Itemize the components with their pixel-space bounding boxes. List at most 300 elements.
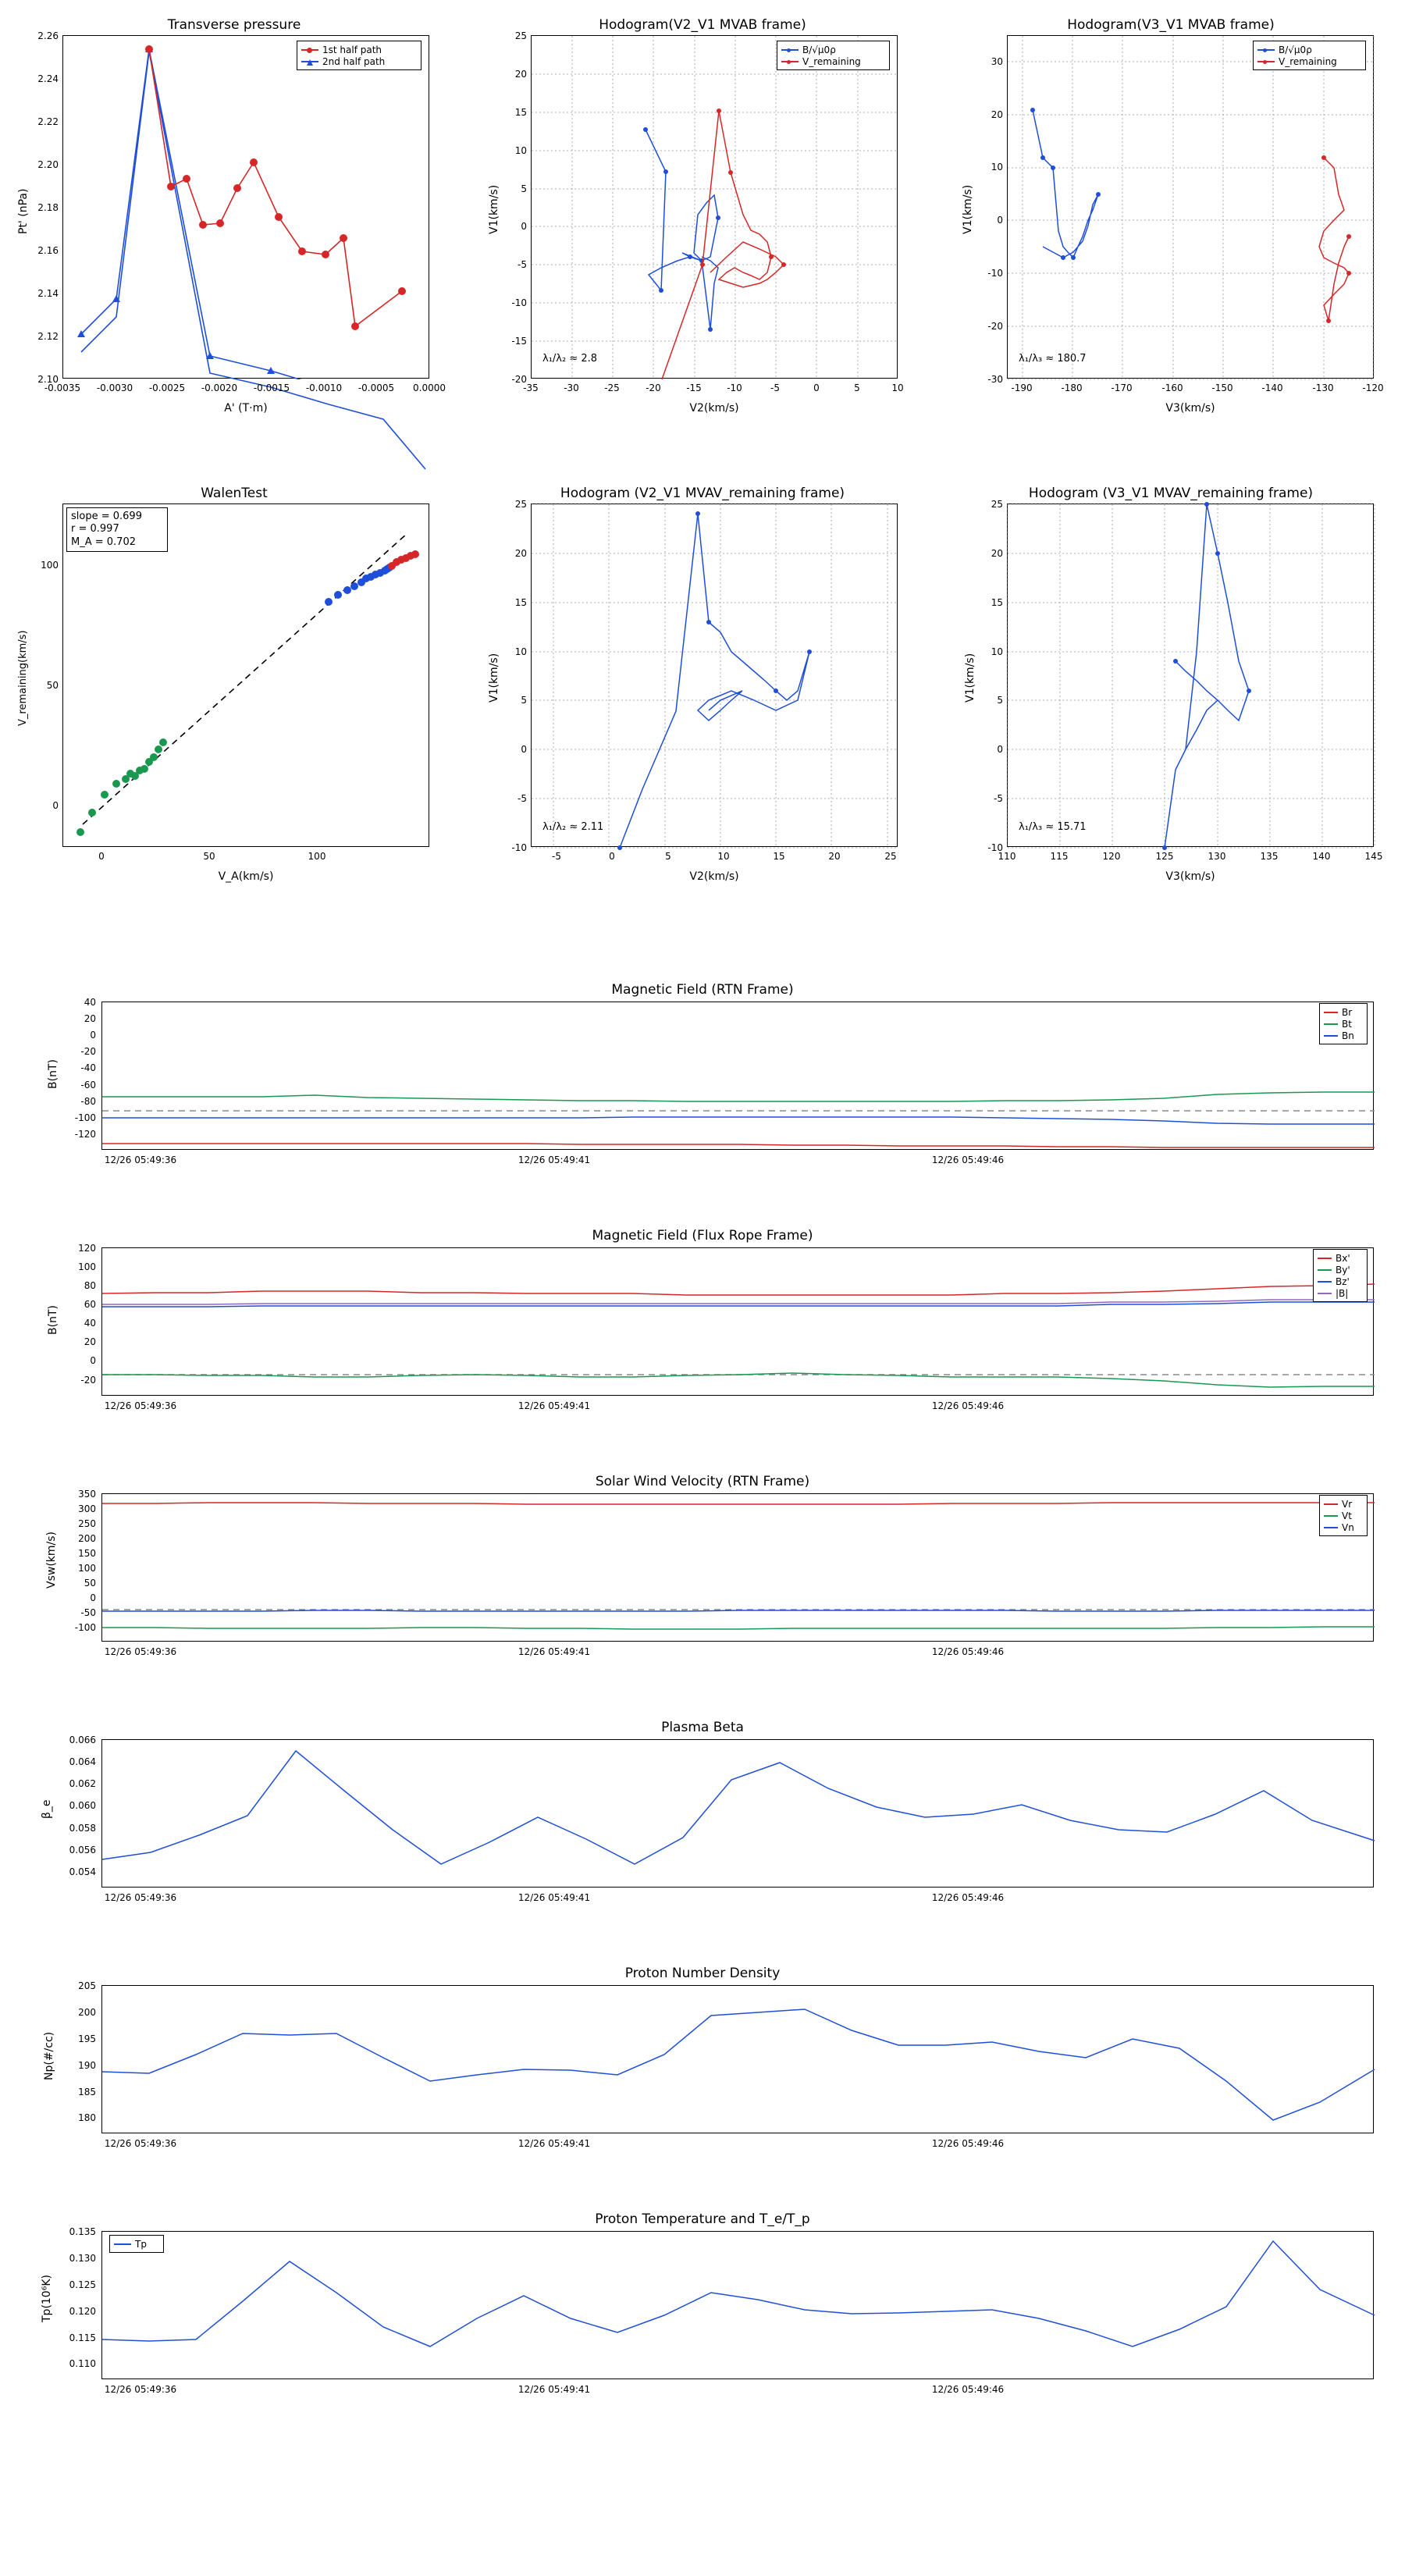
series-b-markers: [1030, 108, 1101, 260]
x-tick: 110: [998, 851, 1016, 862]
y-tick: 2.10: [37, 374, 59, 385]
x-tick: 12/26 05:49:36: [104, 1400, 177, 1411]
plot-area: [1007, 503, 1374, 847]
legend-entry: [1318, 1252, 1363, 1264]
y-tick: 10: [514, 646, 527, 657]
legend-entry: [301, 44, 417, 55]
x-axis-label: V_A(km/s): [218, 870, 274, 883]
x-tick: -5: [552, 851, 561, 862]
series-b-markers: [1162, 502, 1251, 850]
legend-label: B/√μ0ρ: [1279, 44, 1312, 55]
series-group-blue: [325, 564, 393, 606]
x-tick: 0.0000: [413, 382, 446, 393]
plot-area: [101, 1493, 1374, 1642]
panel-title: Hodogram(V3_V1 MVAB frame): [1067, 17, 1275, 33]
y-tick: 0.115: [69, 2332, 96, 2343]
legend: [109, 2235, 164, 2253]
legend-swatch: [1318, 1258, 1332, 1259]
plot-area: [62, 35, 429, 379]
y-tick: 20: [991, 548, 1003, 559]
y-tick: 20: [514, 548, 527, 559]
grid-layer: [532, 504, 898, 848]
y-tick: -5: [518, 259, 527, 270]
x-tick: -120: [1362, 382, 1384, 393]
y-tick: -120: [74, 1129, 96, 1140]
series-group-red: [388, 550, 419, 570]
y-tick: 0.060: [69, 1800, 96, 1811]
x-tick: -180: [1061, 382, 1083, 393]
y-axis-label: B(nT): [47, 1059, 59, 1089]
x-tick: 20: [828, 851, 841, 862]
y-tick: 100: [78, 1261, 96, 1272]
y-tick: 120: [78, 1243, 96, 1254]
y-tick: -5: [994, 793, 1003, 804]
y-tick: -10: [511, 297, 527, 308]
x-tick: 12/26 05:49:41: [518, 1155, 591, 1165]
legend-label: Vr: [1342, 1498, 1353, 1510]
x-tick: 5: [854, 382, 860, 393]
x-tick: 25: [884, 851, 897, 862]
series-v-remaining: [662, 111, 784, 379]
legend: [1319, 1495, 1368, 1536]
y-tick: 250: [78, 1518, 96, 1529]
plot-area: [101, 1739, 1374, 1888]
x-tick: -35: [523, 382, 539, 393]
x-tick: -0.0035: [44, 382, 81, 393]
plot-area: [101, 1247, 1374, 1396]
grid-layer: [1008, 504, 1375, 848]
x-tick: 10: [717, 851, 730, 862]
y-tick: -100: [74, 1112, 96, 1123]
y-axis-label: V1(km/s): [488, 653, 500, 703]
y-tick: 2.26: [37, 30, 59, 41]
series-vn: [102, 1610, 1375, 1611]
y-tick: 20: [991, 109, 1003, 120]
y-tick: 0.110: [69, 2358, 96, 2369]
x-tick: 0: [813, 382, 820, 393]
x-axis-label: V2(km/s): [689, 402, 739, 415]
series-layer: [102, 1494, 1375, 1642]
x-axis-label: V3(km/s): [1165, 402, 1215, 415]
x-axis-label: V3(km/s): [1165, 870, 1215, 883]
x-tick: -0.0005: [357, 382, 395, 393]
legend-entry: [1324, 1006, 1363, 1018]
legend-swatch: [1324, 1503, 1338, 1505]
x-tick: -10: [727, 382, 742, 393]
panel-walen-test: [0, 468, 468, 929]
x-tick: 135: [1260, 851, 1279, 862]
x-tick: 12/26 05:49:46: [931, 1155, 1005, 1165]
y-tick: 0.064: [69, 1756, 96, 1767]
legend-label: V_remaining: [1279, 55, 1337, 67]
y-tick: 10: [991, 646, 1003, 657]
x-tick: 12/26 05:49:36: [104, 1155, 177, 1165]
y-tick: 25: [514, 499, 527, 510]
x-tick: -140: [1261, 382, 1283, 393]
y-axis-label: V_remaining(km/s): [17, 630, 29, 726]
legend-label: B/√μ0ρ: [802, 44, 836, 55]
panel-title: Hodogram(V2_V1 MVAB frame): [599, 17, 806, 33]
panel-title: Hodogram (V3_V1 MVAV_remaining frame): [1028, 486, 1314, 501]
panel-magnetic-field-fluxrope: [0, 1226, 1405, 1429]
series-bx: [102, 1284, 1375, 1295]
y-tick: 5: [997, 695, 1003, 706]
markers-1st-half: [145, 45, 406, 330]
series-b-alfven: [646, 130, 718, 329]
fit-line: [83, 534, 407, 824]
plot-area: [101, 2231, 1374, 2379]
y-axis-label: Tp(10⁶K): [41, 2275, 53, 2322]
legend-label: Bz': [1336, 1276, 1350, 1287]
y-tick: -60: [80, 1080, 96, 1091]
x-tick: 0: [609, 851, 615, 862]
legend-swatch: [1324, 1035, 1338, 1037]
panel-title: Magnetic Field (RTN Frame): [611, 982, 794, 998]
y-axis-label: B(nT): [47, 1305, 59, 1335]
x-axis-label: V2(km/s): [689, 870, 739, 883]
y-tick: 0.066: [69, 1735, 96, 1745]
legend: [1313, 1249, 1368, 1302]
x-tick: -0.0010: [305, 382, 343, 393]
plot-area: [531, 503, 898, 847]
series-bn: [102, 1117, 1375, 1124]
legend-swatch: [1324, 1023, 1338, 1025]
x-tick: 12/26 05:49:46: [931, 1646, 1005, 1657]
y-tick: 0: [521, 744, 527, 755]
x-tick: 12/26 05:49:36: [104, 1892, 177, 1903]
eigenvalue-ratio-annotation: λ₁/λ₂ ≈ 2.8: [542, 353, 598, 365]
x-tick: -190: [1011, 382, 1033, 393]
series-b-alfven: [1033, 110, 1098, 258]
y-tick: 2.20: [37, 159, 59, 170]
y-tick: 25: [991, 499, 1003, 510]
y-axis-label: V1(km/s): [964, 653, 976, 703]
y-tick: 20: [514, 69, 527, 80]
x-tick: 100: [308, 851, 326, 862]
y-tick: 0.120: [69, 2306, 96, 2317]
y-tick: 0.058: [69, 1823, 96, 1834]
x-tick: -25: [604, 382, 620, 393]
x-tick: 120: [1102, 851, 1121, 862]
y-tick: 0.125: [69, 2279, 96, 2290]
series-br: [102, 1144, 1375, 1147]
y-tick: 0: [521, 221, 527, 232]
legend-label: Vt: [1342, 1510, 1352, 1521]
y-tick: 300: [78, 1503, 96, 1514]
y-tick: 100: [78, 1563, 96, 1574]
series-b-alfven: [1165, 504, 1249, 848]
panel-hodogram-v3v1-mvab: [937, 0, 1405, 461]
y-tick: 25: [514, 30, 527, 41]
x-tick: -160: [1161, 382, 1183, 393]
legend-label: 1st half path: [322, 44, 382, 55]
y-tick: 10: [991, 162, 1003, 173]
legend-swatch: [1324, 1515, 1338, 1517]
legend-swatch: [781, 61, 799, 62]
x-tick: 12/26 05:49:46: [931, 1892, 1005, 1903]
x-tick: -0.0030: [96, 382, 133, 393]
panel-title: Solar Wind Velocity (RTN Frame): [595, 1474, 810, 1489]
y-tick: -15: [511, 336, 527, 347]
series-group-green: [76, 738, 167, 836]
y-tick: 80: [84, 1280, 96, 1291]
y-tick: 5: [521, 695, 527, 706]
x-tick: 115: [1050, 851, 1069, 862]
series-b-markers: [617, 511, 812, 850]
x-tick: 10: [891, 382, 904, 393]
y-tick: 15: [991, 597, 1003, 608]
y-tick: 200: [78, 1533, 96, 1544]
panel-proton-number-density: [0, 1963, 1405, 2166]
series-layer: [102, 1740, 1375, 1888]
eigenvalue-ratio-annotation: λ₁/λ₃ ≈ 180.7: [1019, 353, 1087, 365]
y-tick: 0.135: [69, 2226, 96, 2237]
series-layer: [63, 504, 430, 848]
y-axis-label: β_e: [41, 1799, 53, 1819]
legend-entry: [781, 55, 885, 67]
legend-label: Tp: [135, 2238, 147, 2250]
y-tick: -50: [80, 1607, 96, 1618]
panel-solar-wind-velocity: [0, 1471, 1405, 1674]
panel-title: Hodogram (V2_V1 MVAV_remaining frame): [560, 486, 845, 501]
legend-label: Bx': [1336, 1252, 1350, 1264]
legend: [297, 41, 422, 70]
panel-plasma-beta: [0, 1717, 1405, 1920]
legend: [777, 41, 890, 70]
y-axis-label: Np(#/cc): [43, 2031, 55, 2080]
series-beta: [102, 1751, 1375, 1864]
plot-area: [1007, 35, 1374, 379]
legend-entry: [301, 55, 417, 67]
y-tick: 40: [84, 1318, 96, 1329]
y-tick: 50: [84, 1578, 96, 1589]
legend-entry: [1324, 1498, 1363, 1510]
x-tick: 50: [203, 851, 215, 862]
series-layer: [102, 1986, 1375, 2134]
x-tick: -130: [1312, 382, 1334, 393]
legend-label: V_remaining: [802, 55, 861, 67]
x-tick: 12/26 05:49:46: [931, 2138, 1005, 2149]
y-tick: -20: [987, 321, 1003, 332]
eigenvalue-ratio-annotation: λ₁/λ₂ ≈ 2.11: [542, 821, 604, 833]
panel-title: Magnetic Field (Flux Rope Frame): [592, 1228, 813, 1244]
legend-label: Br: [1342, 1006, 1353, 1018]
y-tick: -10: [511, 842, 527, 853]
legend-swatch: [1324, 1012, 1338, 1013]
x-tick: 12/26 05:49:36: [104, 1646, 177, 1657]
y-tick: 180: [78, 2112, 96, 2123]
x-tick: -0.0020: [201, 382, 238, 393]
panel-hodogram-v2v1-mvab: [468, 0, 937, 461]
x-tick: 12/26 05:49:46: [931, 1400, 1005, 1411]
y-tick: 0: [997, 744, 1003, 755]
series-np: [102, 2009, 1375, 2120]
panel-hodogram-v3v1-mvav: [937, 468, 1405, 929]
x-tick: 12/26 05:49:41: [518, 2138, 591, 2149]
y-tick: -100: [74, 1622, 96, 1633]
plot-area: [101, 1002, 1374, 1150]
grid-layer: [532, 36, 898, 379]
x-tick: 12/26 05:49:46: [931, 2384, 1005, 2395]
y-tick: -20: [80, 1046, 96, 1057]
legend-swatch: [781, 49, 799, 51]
y-tick: 185: [78, 2087, 96, 2097]
legend-swatch: [1318, 1293, 1332, 1294]
y-tick: 195: [78, 2033, 96, 2044]
legend-entry: [1318, 1287, 1363, 1299]
y-tick: 0.056: [69, 1845, 96, 1856]
series-b-alfven: [620, 514, 809, 848]
y-tick: 15: [514, 107, 527, 118]
series-layer-2: [63, 36, 430, 379]
series-tp: [102, 2238, 1375, 2347]
x-tick: -30: [564, 382, 579, 393]
plot-area: [101, 1985, 1374, 2133]
legend-entry: [1257, 44, 1361, 55]
y-tick: 100: [41, 560, 59, 571]
series-bz: [102, 1302, 1375, 1307]
x-tick: -20: [646, 382, 661, 393]
series-vt: [102, 1627, 1375, 1629]
walen-fit-box: [66, 507, 168, 552]
plot-area: [531, 35, 898, 379]
legend-swatch: [1257, 61, 1275, 62]
x-tick: -15: [686, 382, 702, 393]
y-tick: -30: [987, 374, 1003, 385]
y-tick: 150: [78, 1548, 96, 1559]
legend-swatch: [301, 61, 318, 62]
series-b-markers: [643, 127, 720, 332]
legend-label: |B|: [1336, 1287, 1349, 1299]
walen-slope: slope = 0.699: [71, 511, 142, 522]
legend-entry: [1324, 1510, 1363, 1521]
panel-title: Proton Temperature and T_e/T_p: [595, 2211, 810, 2227]
y-tick: 0: [90, 1030, 96, 1041]
series-layer: [102, 1002, 1375, 1151]
y-tick: 2.22: [37, 116, 59, 127]
markers-2nd-half: [77, 45, 429, 455]
legend-swatch: [114, 2243, 131, 2245]
panel-title: Proton Number Density: [624, 1966, 781, 1981]
legend-label: Bt: [1342, 1018, 1352, 1030]
y-axis-label: Vsw(km/s): [45, 1531, 58, 1589]
legend-swatch: [1257, 49, 1275, 51]
y-tick: 20: [84, 1013, 96, 1024]
legend-swatch: [1318, 1281, 1332, 1283]
y-tick: 2.18: [37, 202, 59, 213]
legend-entry: [1318, 1264, 1363, 1276]
y-tick: 2.24: [37, 73, 59, 84]
y-tick: 0.130: [69, 2253, 96, 2264]
legend-swatch: [1324, 1527, 1338, 1528]
series-vr: [102, 1503, 1375, 1504]
y-tick: -10: [987, 842, 1003, 853]
panel-title: WalenTest: [201, 486, 268, 501]
x-tick: -0.0025: [148, 382, 186, 393]
y-tick: 60: [84, 1299, 96, 1310]
panel-title: Transverse pressure: [167, 17, 301, 33]
y-tick: 20: [84, 1336, 96, 1347]
x-tick: 15: [773, 851, 785, 862]
legend-label: Vn: [1342, 1521, 1354, 1533]
series-1st-half-path-line: [149, 49, 402, 326]
walen-r: r = 0.997: [71, 523, 119, 535]
y-tick: -10: [987, 268, 1003, 279]
legend-label: Bn: [1342, 1030, 1354, 1041]
x-tick: 12/26 05:49:36: [104, 2384, 177, 2395]
y-tick: 0: [90, 1355, 96, 1366]
legend-entry: [1324, 1030, 1363, 1041]
y-tick: -40: [80, 1062, 96, 1073]
y-tick: 0: [52, 800, 59, 811]
legend: [1253, 41, 1366, 70]
y-tick: -80: [80, 1096, 96, 1107]
legend-entry: [1257, 55, 1361, 67]
x-tick: -150: [1211, 382, 1233, 393]
x-tick: -0.0015: [253, 382, 290, 393]
panel-hodogram-v2v1-mvav: [468, 468, 937, 929]
legend-swatch: [301, 49, 318, 51]
y-tick: -5: [518, 793, 527, 804]
panel-magnetic-field-rtn: [0, 980, 1405, 1183]
x-tick: -5: [770, 382, 780, 393]
y-tick: 15: [514, 597, 527, 608]
y-tick: 0: [997, 215, 1003, 226]
x-tick: 130: [1208, 851, 1226, 862]
series-bt: [102, 1092, 1375, 1101]
series-layer: [102, 2232, 1375, 2380]
x-tick: 12/26 05:49:36: [104, 2138, 177, 2149]
eigenvalue-ratio-annotation: λ₁/λ₃ ≈ 15.71: [1019, 821, 1087, 833]
y-tick: 350: [78, 1489, 96, 1500]
x-tick: 5: [665, 851, 671, 862]
y-axis-label: Pt' (nPa): [17, 188, 30, 234]
legend-entry: [1324, 1018, 1363, 1030]
y-tick: 190: [78, 2060, 96, 2071]
legend-entry: [114, 2238, 159, 2250]
x-tick: 145: [1364, 851, 1383, 862]
panel-transverse-pressure: [0, 0, 468, 461]
x-tick: 12/26 05:49:41: [518, 1400, 591, 1411]
legend-entry: [781, 44, 885, 55]
legend: [1319, 1003, 1368, 1044]
y-axis-label: V1(km/s): [962, 184, 974, 234]
y-tick: 2.12: [37, 331, 59, 342]
panel-title: Plasma Beta: [661, 1720, 744, 1735]
y-tick: -20: [511, 374, 527, 385]
y-tick: 10: [514, 145, 527, 156]
plot-area: [62, 503, 429, 847]
x-axis-label: A' (T·m): [224, 402, 268, 415]
series-layer: [102, 1248, 1375, 1397]
legend-entry: [1324, 1521, 1363, 1533]
y-tick: 205: [78, 1980, 96, 1991]
y-tick: 2.14: [37, 288, 59, 299]
y-tick: 0: [90, 1592, 96, 1603]
y-axis-label: V1(km/s): [488, 184, 500, 234]
legend-swatch: [1318, 1269, 1332, 1271]
x-tick: 125: [1155, 851, 1174, 862]
x-tick: 140: [1312, 851, 1331, 862]
y-tick: 0.054: [69, 1866, 96, 1877]
walen-ma: M_A = 0.702: [71, 535, 136, 548]
y-tick: 200: [78, 2007, 96, 2018]
x-tick: -170: [1111, 382, 1133, 393]
panel-proton-temperature: [0, 2209, 1405, 2428]
y-tick: 30: [991, 56, 1003, 67]
legend-entry: [1318, 1276, 1363, 1287]
y-tick: 5: [521, 183, 527, 194]
